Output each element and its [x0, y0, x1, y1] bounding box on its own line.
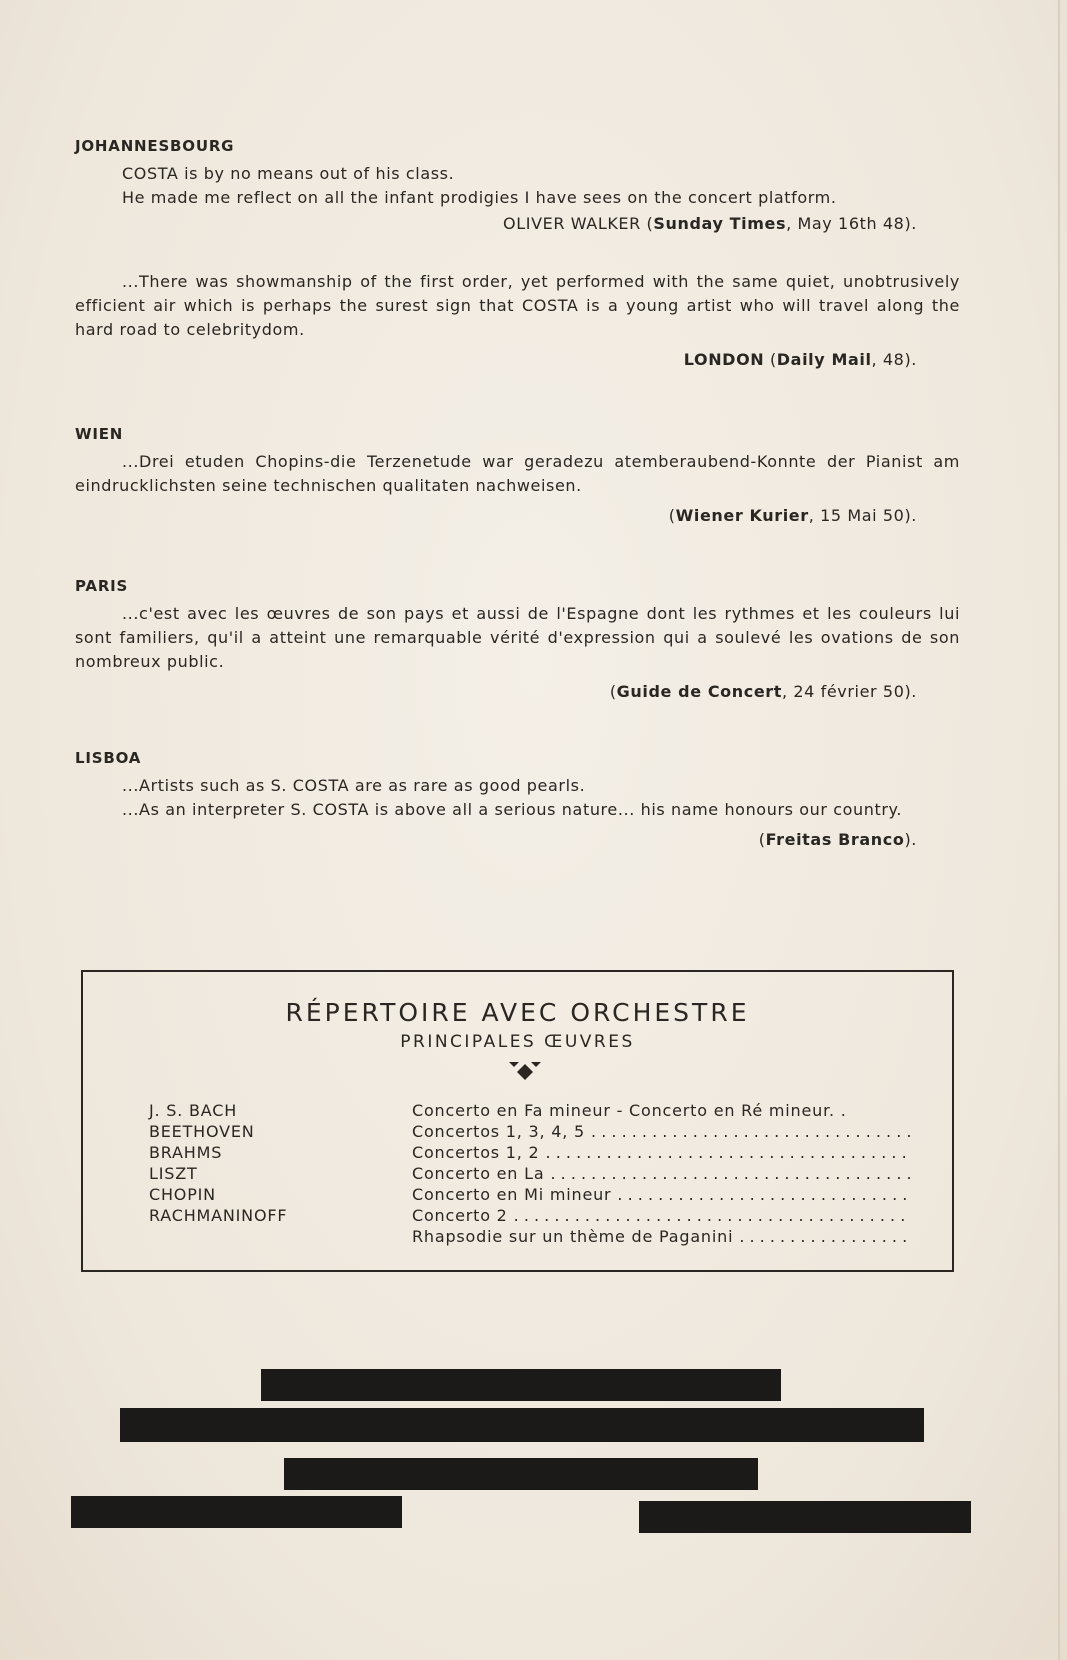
city-heading: LISBOA: [75, 749, 142, 767]
work-item: Concertos 1, 3, 4, 5 . . .: [412, 1121, 912, 1142]
work-item: Rhapsodie sur un thème de Paganini . . .: [412, 1226, 912, 1247]
composer-name: J. S. BACH: [149, 1101, 238, 1120]
review-paragraph: ...c'est avec les œuvres de son pays et aussi de l'Espagne dont les rythmes et les couleurs lui sont familiers, qu'il a atteint une remarquable vérité d'expression qui a soulevé les ovations de son nombreux public.: [75, 604, 960, 671]
redaction-bar: [261, 1369, 781, 1401]
dot-leader: [546, 1142, 912, 1163]
dot-leader: [739, 1226, 912, 1247]
fold-crease: [1058, 0, 1060, 1660]
composer-name: BRAHMS: [149, 1143, 223, 1162]
citation: LONDON (Daily Mail, 48).: [683, 350, 917, 369]
citation: (Guide de Concert, 24 février 50).: [609, 682, 917, 701]
redaction-bar: [639, 1501, 971, 1533]
city-heading: PARIS: [75, 577, 129, 595]
review-johannesbourg: [75, 134, 960, 236]
dot-leader: [514, 1205, 912, 1226]
review-paris: [75, 574, 960, 704]
composer-name: RACHMANINOFF: [149, 1206, 288, 1225]
review-paragraph: ...Drei etuden Chopins-die Terzenetude war geradezu atemberaubend-Konnte der Pianist am eindrucklichsten seine technischen qualitaten nachweisen.: [75, 452, 960, 495]
repertoire-title: RÉPERTOIRE AVEC ORCHESTRE: [285, 998, 750, 1027]
review-line: COSTA is by no means out of his class.: [122, 164, 455, 183]
work-item: Concerto en Mi mineur . . .: [412, 1184, 912, 1205]
composer-list: [149, 1100, 369, 1226]
work-item: Concerto 2 . . .: [412, 1205, 912, 1226]
review-paragraph: ...There was showmanship of the first order, yet performed with the same quiet, unobtrusively efficient air which is perhaps the surest sign that COSTA is a young artist who will travel along the hard road to celebritydom.: [75, 272, 960, 339]
citation: (Freitas Branco).: [758, 830, 917, 849]
work-item: Concerto en Fa mineur - Concerto en Ré mineur. .: [412, 1101, 847, 1120]
works-list: [412, 1100, 912, 1247]
review-line: ...Artists such as S. COSTA are as rare as good pearls.: [122, 776, 586, 795]
diamond-ornament-icon: [505, 1058, 545, 1082]
dot-leader: [617, 1184, 912, 1205]
composer-name: CHOPIN: [149, 1185, 216, 1204]
work-item: Concertos 1, 2 . . .: [412, 1142, 912, 1163]
review-line: He made me reflect on all the infant prodigies I have sees on the concert platform.: [122, 188, 837, 207]
repertoire-subtitle: PRINCIPALES ŒUVRES: [400, 1032, 635, 1052]
review-wien: [75, 422, 960, 528]
dot-leader: [591, 1121, 912, 1142]
composer-name: LISZT: [149, 1164, 198, 1183]
city-heading: WIEN: [75, 425, 124, 443]
review-paragraph: ...As an interpreter S. COSTA is above all a serious nature... his name honours our country.: [122, 800, 903, 819]
city-heading: JOHANNESBOURG: [75, 137, 235, 155]
dot-leader: [550, 1163, 912, 1184]
review-lisboa: [75, 746, 960, 852]
repertoire-box: [81, 970, 954, 1272]
citation: OLIVER WALKER (Sunday Times, May 16th 48).: [503, 214, 917, 233]
review-london: [75, 270, 960, 372]
redaction-bar: [71, 1496, 402, 1528]
composer-name: BEETHOVEN: [149, 1122, 255, 1141]
citation: (Wiener Kurier, 15 Mai 50).: [668, 506, 917, 525]
redaction-bar: [284, 1458, 758, 1490]
redaction-bar: [120, 1408, 924, 1442]
work-item: Concerto en La . . .: [412, 1163, 912, 1184]
